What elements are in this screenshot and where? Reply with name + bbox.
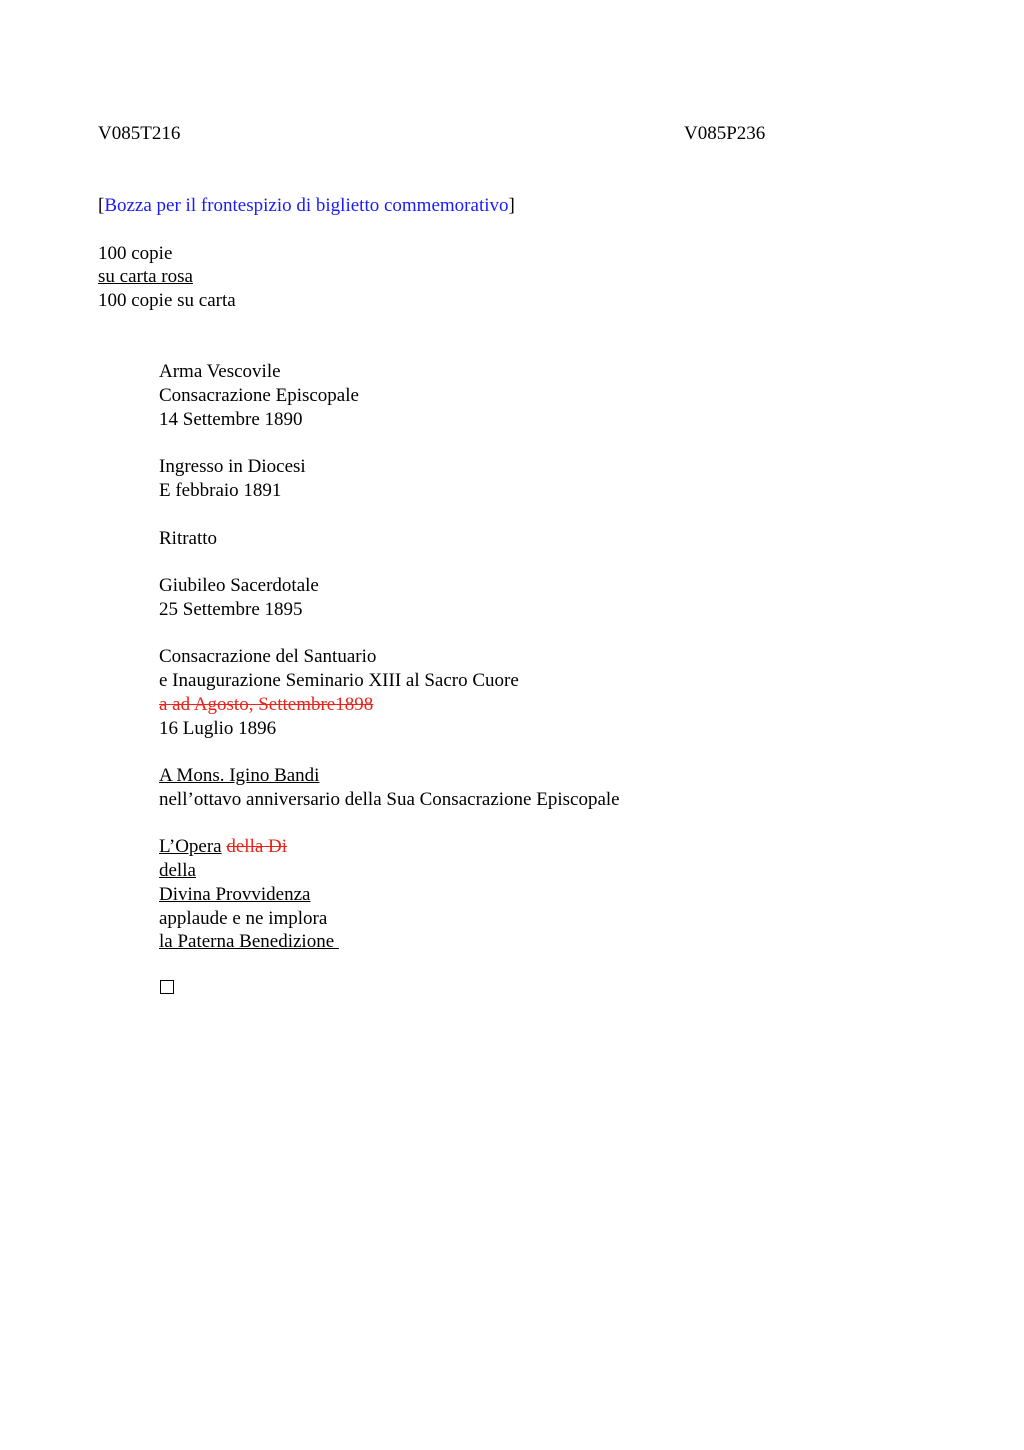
opera-deleted-text: della Di bbox=[226, 836, 288, 857]
della-line: della bbox=[159, 860, 196, 881]
document-title bbox=[98, 194, 515, 218]
consacrazione-episcopale: Consacrazione Episcopale bbox=[159, 385, 359, 406]
anniversario-line: nell’ottavo anniversario della Sua Consacrazione Episcopale bbox=[159, 789, 620, 810]
santuario-date: 16 Luglio 1896 bbox=[159, 718, 277, 739]
consacrazione-date: 14 Settembre 1890 bbox=[159, 409, 303, 430]
ingresso-date: E febbraio 1891 bbox=[159, 480, 282, 501]
opera-text: L’Opera bbox=[159, 836, 222, 857]
ingresso-diocesi: Ingresso in Diocesi bbox=[159, 456, 306, 477]
consacrazione-santuario: Consacrazione del Santuario bbox=[159, 646, 377, 667]
inaugurazione-seminario: e Inaugurazione Seminario XIII al Sacro Cuore bbox=[159, 670, 519, 691]
giubileo-sacerdotale: Giubileo Sacerdotale bbox=[159, 575, 319, 596]
document-code-left: V085T216 bbox=[98, 123, 181, 144]
empty-box-symbol bbox=[160, 980, 174, 994]
arma-vescovile: Arma Vescovile bbox=[159, 361, 281, 382]
document-code-right: V085P236 bbox=[684, 123, 766, 144]
mons-igino-bandi: A Mons. Igino Bandi bbox=[159, 765, 320, 786]
applaude-line: applaude e ne implora bbox=[159, 908, 328, 929]
giubileo-date: 25 Settembre 1895 bbox=[159, 599, 303, 620]
divina-provvidenza: Divina Provvidenza bbox=[159, 884, 311, 905]
opera-line bbox=[159, 835, 287, 859]
title-open-bracket: [ bbox=[98, 195, 105, 216]
copies-line-2: su carta rosa bbox=[98, 266, 193, 287]
deleted-date: a ad Agosto, Settembre1898 bbox=[159, 694, 374, 715]
title-text: Bozza per il frontespizio di biglietto commemorativo bbox=[104, 195, 509, 216]
copies-line-3: 100 copie su carta bbox=[98, 290, 236, 311]
paterna-benedizione: la Paterna Benedizione bbox=[159, 931, 339, 952]
ritratto: Ritratto bbox=[159, 528, 218, 549]
copies-line-1: 100 copie bbox=[98, 243, 173, 264]
title-close-bracket: ] bbox=[508, 195, 515, 216]
